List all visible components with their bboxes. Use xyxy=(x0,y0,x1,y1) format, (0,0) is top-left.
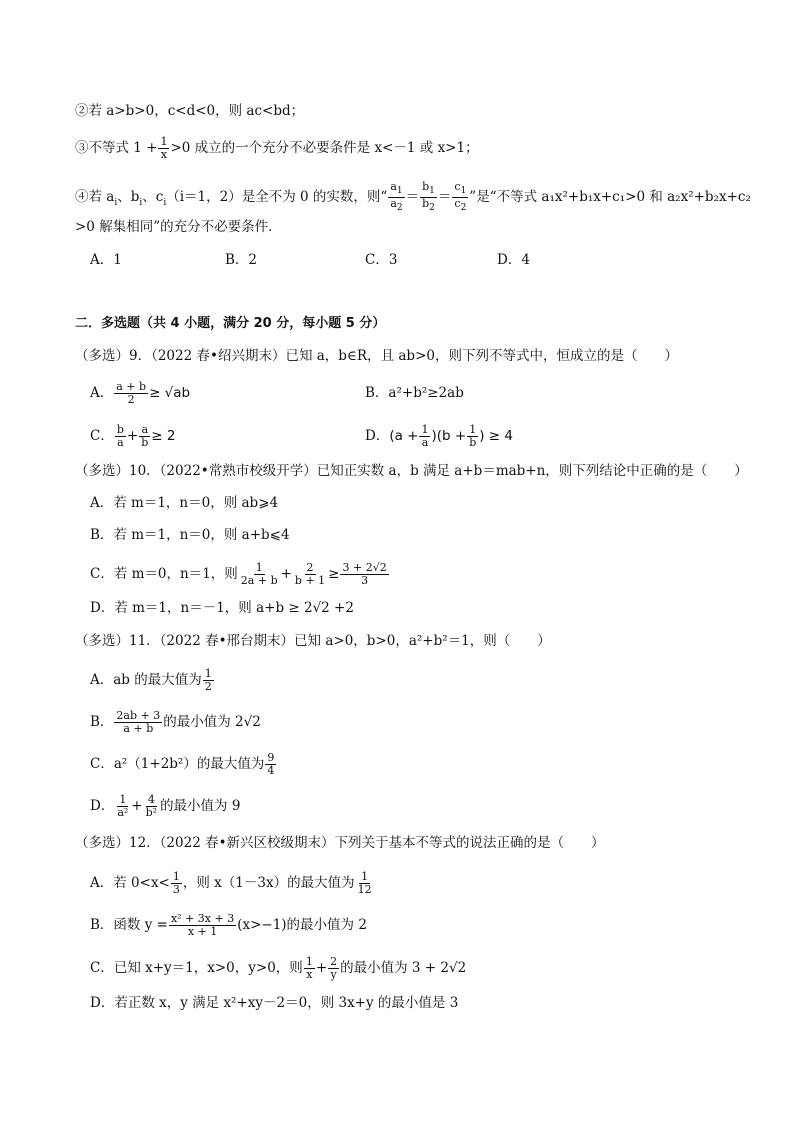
q8-option-b: B．2 xyxy=(225,252,258,268)
q10-option-a: A．若 m＝1，n＝0，则 ab⩾4 xyxy=(90,495,279,511)
q9-stem: （多选）9．（2022 春•绍兴期末）已知 a，b∈R，且 ab>0，则下列不等式中，恒成立的是（ ） xyxy=(75,348,678,364)
fraction: $\frac{1}{3}$ xyxy=(172,870,180,896)
q11-option-b: B． $\frac{2ab + 3}{a + b}$ 的最小值为 2√2 xyxy=(90,709,261,735)
fraction: $\frac{2}{y}$ xyxy=(330,955,338,981)
statement-4: ④若 $a_i$、$b_i$、$c_i(i=1$，2）是全不为 0 的实数，则“ $\frac{a_1}{a_2}$ ＝ $\frac{b_1}{b_2}$ ＝ $\frac{c_1}{c_2}$ ”是“不等式 a₁x²+b₁x+c₁>0 和 a₂x²+b₂x+c₂ xyxy=(75,180,751,214)
fraction-a: $\frac{a_1}{a_2}$ xyxy=(390,180,403,214)
fraction: $\frac{1}{2a + b}$ xyxy=(240,561,278,587)
q8-option-c: C．3 xyxy=(365,252,398,268)
fraction: $\frac{1}{\text{a²}}$ xyxy=(117,793,129,819)
statement-3: ③不等式 1 + $\frac{1}{x}$ >0 成立的一个充分不必要条件是 x<－1 或 x>1； xyxy=(75,135,479,161)
q9-option-a: A． $\frac{a + b}{2}$ ≥ √ab xyxy=(90,380,191,406)
fraction: $\frac{1}{12}$ xyxy=(357,870,372,896)
statement-2: ②若 a>b>0，c<d<0，则 ac<bd； xyxy=(75,103,305,119)
fraction: $\frac{1}{x}$ xyxy=(160,135,168,161)
q12-option-d: D．若正数 x，y 满足 x²+xy－2＝0，则 3x+y 的最小值是 3 xyxy=(90,995,459,1011)
statement-4-cont: >0 解集相同”的充分不必要条件． xyxy=(75,219,282,235)
fraction: $\frac{a}{b}$ xyxy=(141,423,149,449)
q12-option-c: C．已知 x+y＝1，x>0，y>0，则 $\frac{1}{x}$ + $\frac{2}{y}$ 的最小值为 3 + 2√2 xyxy=(90,955,467,981)
q11-option-d: D． $\frac{1}{\text{a²}}$ + $\frac{4}{\text{b²}}$ 的最小值为 9 xyxy=(90,793,241,819)
fraction: $\frac{2ab + 3}{a + b}$ xyxy=(116,709,161,735)
q10-option-b: B．若 m＝1，n＝0，则 a+b⩽4 xyxy=(90,527,290,543)
q10-stem: （多选）10．（2022•常熟市校级开学）已知正实数 a，b 满足 a+b＝mab+n，则下列结论中正确的是（ ） xyxy=(75,463,748,479)
q9-option-c: C． $\frac{b}{a}$ + $\frac{a}{b}$ ≥ 2 xyxy=(90,423,176,449)
q12-stem: （多选）12．（2022 春•新兴区校级期末）下列关于基本不等式的说法正确的是（ ） xyxy=(75,835,605,851)
fraction: $\frac{1}{2}$ xyxy=(204,667,212,693)
fraction-c: $\frac{c_1}{c_2}$ xyxy=(454,180,467,214)
fraction: $\frac{b}{a}$ xyxy=(116,423,124,449)
fraction: $\frac{a + b}{2}$ xyxy=(116,380,147,406)
q11-option-a: A．ab 的最大值为 $\frac{1}{2}$ xyxy=(90,667,212,693)
fraction: $\frac{1}{x}$ xyxy=(305,955,313,981)
q12-option-b: B．函数 y = $\frac{\text{x² + 3x + 3}}{x + 1}$ (x>−1)的最小值为 2 xyxy=(90,912,367,938)
fraction: $\frac{1}{a}$ xyxy=(421,423,429,449)
q9-option-b: B．a²+b²≥2ab xyxy=(365,385,464,401)
q8-option-d: D．4 xyxy=(497,252,530,268)
q11-stem: （多选）11．（2022 春•邢台期末）已知 a>0，b>0，a²+b²＝1，则（ ） xyxy=(75,633,551,649)
fraction: $\frac{\text{x² + 3x + 3}}{x + 1}$ xyxy=(170,912,235,938)
fraction: $\frac{4}{\text{b²}}$ xyxy=(145,793,158,819)
q10-option-c: C．若 m＝0，n＝1，则 $\frac{1}{2a + b}$ + $\frac{2}{b + 1}$ ≥ $\frac{3 + 2√2}{3}$ xyxy=(90,561,387,587)
q8-option-a: A．1 xyxy=(90,252,122,268)
section-heading: 二．多选题（共 4 小题，满分 20 分，每小题 5 分） xyxy=(75,316,386,331)
q10-option-d: D．若 m＝1，n＝－1，则 a+b ≥ 2√2 +2 xyxy=(90,600,354,616)
fraction: $\frac{9}{4}$ xyxy=(267,751,275,777)
fraction-b: $\frac{b_1}{b_2}$ xyxy=(422,180,435,214)
fraction: $\frac{2}{b + 1}$ xyxy=(294,561,326,587)
fraction: $\frac{3 + 2√2}{3}$ xyxy=(342,561,387,587)
q12-option-a: A．若 0<x< $\frac{1}{3}$ ，则 x（1－3x）的最大值为 $\frac{1}{12}$ xyxy=(90,870,372,896)
fraction: $\frac{1}{b}$ xyxy=(469,423,477,449)
q9-option-d: D．(a + $\frac{1}{a}$ )(b + $\frac{1}{b}$ ) ≥ 4 xyxy=(365,423,513,449)
q11-option-c: C．a²（1+2b²）的最大值为 $\frac{9}{4}$ xyxy=(90,751,275,777)
